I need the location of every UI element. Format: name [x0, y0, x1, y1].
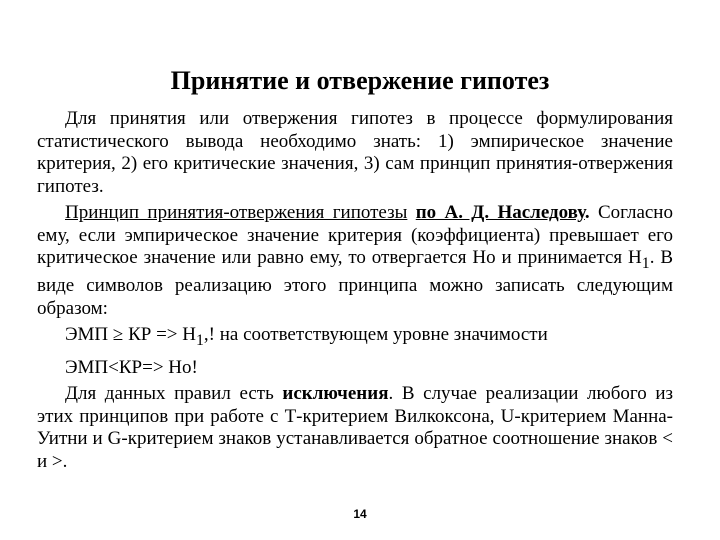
- author-reference: по А. Д. Наследову: [415, 202, 585, 223]
- exceptions-text-b: . В случае реализации любого из этих принципов при работе с Т-критерием Вилкоксона, U-критерием Манна-Уитни и G-критерием знаков устанавливается обратное соотношение знаков < и >.: [37, 383, 674, 472]
- formula-1-subscript: 1: [195, 332, 204, 350]
- paragraph-exceptions: [37, 383, 673, 473]
- slide-body: [37, 108, 673, 473]
- exceptions-text-a: Для данных правил есть: [65, 383, 283, 405]
- slide-title: Принятие и отвержение гипотез: [170, 66, 550, 95]
- paragraph-intro: Для принятия или отвержения гипотез в процессе формулирования статистического вывода необходимо знать: 1) эмпирическое значение критерия, 2) его критические значения, 3) сам принцип принятия-отвержения гипотез.: [37, 108, 673, 197]
- formula-reject-h0: [37, 324, 673, 352]
- author-reference-dot: .: [584, 202, 590, 223]
- formula-1-suffix: ,! на соответствующем уровне значимости: [203, 324, 548, 346]
- principle-label: Принцип принятия-отвержения гипотезы: [65, 202, 408, 223]
- principle-text-b: . В виде символов реализацию этого принципа можно записать следующим образом:: [37, 247, 673, 319]
- paragraph-principle: [37, 202, 673, 320]
- formula-accept-h0: ЭМП<КР=> Но!: [65, 356, 198, 378]
- h1-subscript: 1: [641, 254, 650, 272]
- formula-1-prefix: ЭМП ≥ КР => Н: [65, 324, 196, 346]
- principle-text-a: Согласно ему, если эмпирическое значение критерия (коэффициента) превышает его критическое значение или равно ему, то отвергается Но и принимается Н: [37, 202, 673, 268]
- page-number: 14: [353, 507, 367, 521]
- exceptions-emphasis: исключения: [282, 383, 389, 405]
